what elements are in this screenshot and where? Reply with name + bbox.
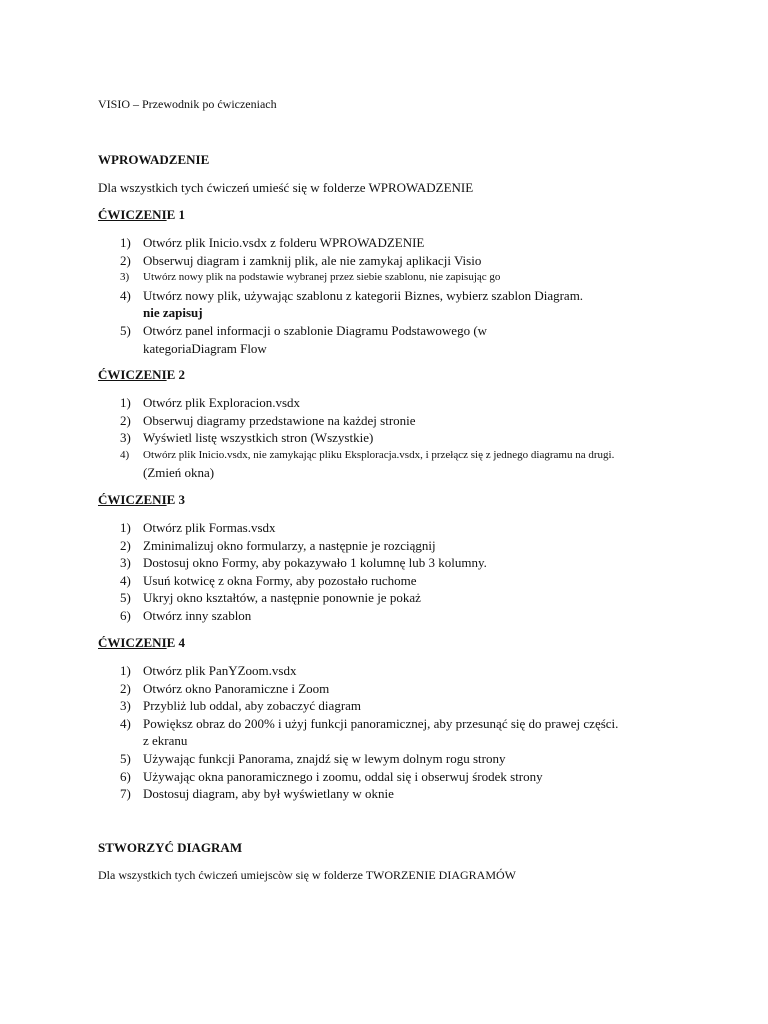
list-item	[98, 394, 614, 412]
exercise-3-list	[98, 519, 487, 625]
list-number: 1)	[120, 663, 131, 678]
list-item	[98, 429, 614, 447]
section-intro-stworzyc-diagram: Dla wszystkich tych ćwiczeń umiejscòw się w folderze TWORZENIE DIAGRAMÓW	[98, 868, 516, 882]
exercise-3-title	[98, 492, 185, 508]
list-item	[98, 537, 487, 555]
list-number: 7)	[120, 786, 131, 802]
section-intro-wprowadzenie: Dla wszystkich tych ćwiczeń umieść się w folderze WPROWADZENIE	[98, 180, 474, 195]
list-number: 3)	[120, 430, 131, 446]
list-text: Otwórz plik Inicio.vsdx, nie zamykając pliku Eksploracja.vsdx, i przełącz się z jednego diagramu na drugi.	[143, 448, 615, 461]
list-item	[98, 589, 487, 607]
list-item	[98, 715, 618, 750]
list-number: 3)	[120, 271, 130, 284]
list-number: 3)	[120, 555, 131, 571]
list-text: nie zapisuj	[143, 305, 203, 321]
list-text: z ekranu	[143, 733, 188, 749]
exercise-1-title	[98, 207, 185, 223]
list-item	[98, 662, 618, 680]
list-text: Powiększ obraz do 200% i użyj funkcji panoramicznej, aby przesunąć się do prawej części.	[143, 715, 619, 731]
list-text: Otwórz plik Exploracion.vsdx	[143, 395, 301, 410]
list-text: Otwórz panel informacji o szablonie Diagramu Podstawowego (w	[143, 322, 488, 338]
list-text: Otwórz plik Inicio.vsdx z folderu WPROWADZENIE	[143, 235, 425, 250]
list-number: 2)	[120, 252, 131, 268]
list-text: Wyświetl listę wszystkich stron (Wszystkie)	[143, 430, 374, 446]
list-text: Usuń kotwicę z okna Formy, aby pozostało ruchome	[143, 572, 417, 588]
list-item	[98, 785, 618, 803]
list-text: (Zmień okna)	[143, 465, 215, 481]
list-text: Dostosuj diagram, aby był wyświetlany w oknie	[143, 786, 394, 802]
list-text: Przybliż lub oddal, aby zobaczyć diagram	[143, 698, 362, 714]
list-text: Dostosuj okno Formy, aby pokazywało 1 kolumnę lub 3 kolumny.	[143, 555, 487, 571]
exercise-1-title-rest: E 1	[166, 207, 186, 222]
list-text: Otwórz plik PanYZoom.vsdx	[143, 663, 297, 678]
list-number: 2)	[120, 680, 131, 696]
list-item	[98, 768, 618, 786]
exercise-3-title-rest: E 3	[166, 492, 186, 507]
list-number: 4)	[120, 448, 130, 461]
list-item	[98, 680, 618, 698]
list-number: 1)	[120, 520, 131, 535]
list-text: Ukryj okno kształtów, a następnie ponownie je pokaż	[143, 590, 421, 606]
document-header: VISIO – Przewodnik po ćwiczeniach	[98, 97, 277, 111]
list-item	[98, 234, 583, 252]
section-title-stworzyc-diagram: STWORZYĆ DIAGRAM	[98, 840, 243, 855]
list-text: kategoriaDiagram Flow	[143, 340, 267, 356]
list-number: 5)	[120, 590, 131, 606]
list-text: Obserwuj diagramy przedstawione na każdej stronie	[143, 412, 416, 428]
list-number: 6)	[120, 768, 131, 784]
exercise-3-title-underlined: ĆWICZENI	[98, 492, 167, 507]
list-text: Utwórz nowy plik na podstawie wybranej przez siebie szablonu, nie zapisując go	[143, 271, 501, 284]
list-item	[98, 697, 618, 715]
list-item	[98, 322, 583, 357]
exercise-4-list	[98, 662, 618, 803]
list-number: 4)	[120, 572, 131, 588]
list-item	[98, 607, 487, 625]
list-item	[98, 750, 618, 768]
exercise-2-title	[98, 367, 185, 383]
list-item	[98, 287, 583, 322]
list-number: 5)	[120, 322, 131, 338]
list-text: Otwórz okno Panoramiczne i Zoom	[143, 680, 330, 696]
exercise-4-title	[98, 635, 185, 651]
list-number: 1)	[120, 395, 131, 410]
list-item	[98, 252, 583, 270]
section-title-wprowadzenie: WPROWADZENIE	[98, 152, 210, 167]
list-item	[98, 447, 614, 482]
list-number: 5)	[120, 750, 131, 766]
exercise-2-list	[98, 394, 614, 482]
list-text: Zminimalizuj okno formularzy, a następnie je rozciągnij	[143, 537, 436, 553]
exercise-1-list	[98, 234, 583, 357]
list-text: Używając okna panoramicznego i zoomu, oddal się i obserwuj środek strony	[143, 768, 543, 784]
list-item	[98, 519, 487, 537]
list-number: 4)	[120, 715, 131, 731]
exercise-4-title-rest: E 4	[166, 635, 186, 650]
list-number: 6)	[120, 607, 131, 623]
exercise-1-title-underlined: ĆWICZENI	[98, 207, 167, 222]
exercise-4-title-underlined: ĆWICZENI	[98, 635, 167, 650]
list-number: 3)	[120, 698, 131, 714]
list-text: Obserwuj diagram i zamknij plik, ale nie zamykaj aplikacji Visio	[143, 252, 482, 268]
exercise-2-title-underlined: ĆWICZENI	[98, 367, 167, 382]
list-number: 4)	[120, 287, 131, 303]
list-item	[98, 412, 614, 430]
list-item	[98, 269, 583, 287]
list-text: Otwórz plik Formas.vsdx	[143, 520, 276, 535]
exercise-2-title-rest: E 2	[166, 367, 186, 382]
list-number: 2)	[120, 537, 131, 553]
list-item	[98, 572, 487, 590]
list-number: 2)	[120, 412, 131, 428]
list-item	[98, 554, 487, 572]
list-text: Używając funkcji Panorama, znajdź się w lewym dolnym rogu strony	[143, 750, 506, 766]
list-text: Utwórz nowy plik, używając szablonu z kategorii Biznes, wybierz szablon Diagram.	[143, 287, 584, 303]
list-number: 1)	[120, 235, 131, 250]
list-text: Otwórz inny szablon	[143, 607, 252, 623]
